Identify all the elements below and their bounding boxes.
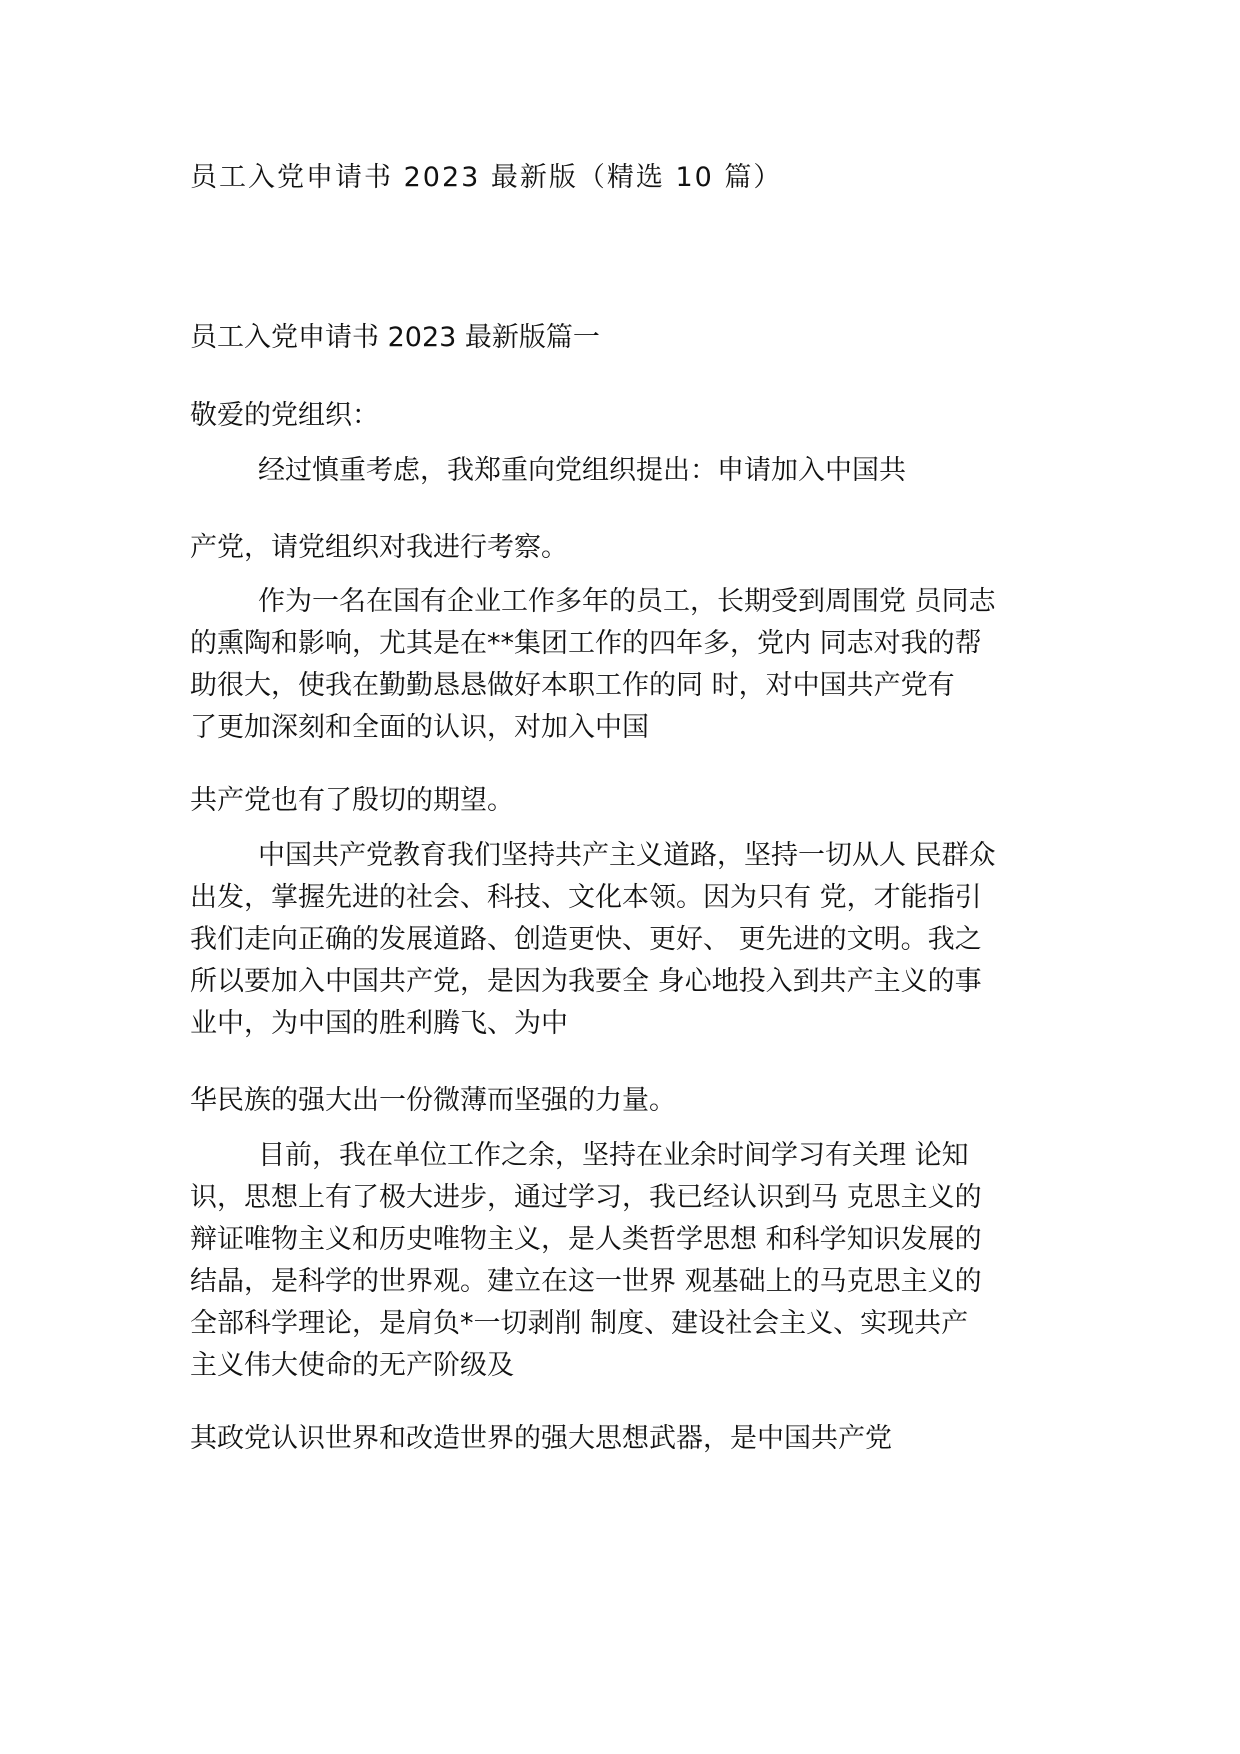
body-line: 结晶，是科学的世界观。建立在这一世界 观基础上的马克思主义的 — [190, 1266, 982, 1297]
body-line: 的熏陶和影响，尤其是在**集团工作的四年多，党内 同志对我的帮 — [190, 628, 982, 659]
body-line: 经过慎重考虑，我郑重向党组织提出：申请加入中国共 — [258, 455, 906, 486]
body-line: 全部科学理论，是肩负*一切剥削 制度、建设社会主义、实现共产 — [190, 1308, 969, 1339]
salutation: 敬爱的党组织： — [190, 400, 379, 431]
body-line: 华民族的强大出一份微薄而坚强的力量。 — [190, 1085, 676, 1116]
body-line: 主义伟大使命的无产阶级及 — [190, 1350, 514, 1381]
body-line: 我们走向正确的发展道路、创造更快、更好、 更先进的文明。我之 — [190, 924, 982, 955]
body-line: 共产党也有了殷切的期望。 — [190, 785, 514, 816]
body-line: 所以要加入中国共产党，是因为我要全 身心地投入到共产主义的事 — [190, 966, 982, 997]
body-line: 了更加深刻和全面的认识，对加入中国 — [190, 712, 649, 743]
body-line: 辩证唯物主义和历史唯物主义，是人类哲学思想 和科学知识发展的 — [190, 1224, 982, 1255]
section-heading: 员工入党申请书 2023 最新版篇一 — [190, 322, 600, 353]
body-line: 其政党认识世界和改造世界的强大思想武器，是中国共产党 — [190, 1423, 892, 1454]
body-line: 助很大，使我在勤勤恳恳做好本职工作的同 时，对中国共产党有 — [190, 670, 955, 701]
body-line: 产党，请党组织对我进行考察。 — [190, 532, 568, 563]
body-line: 作为一名在国有企业工作多年的员工，长期受到周围党 员同志 — [258, 586, 996, 617]
body-line: 识，思想上有了极大进步，通过学习，我已经认识到马 克思主义的 — [190, 1182, 982, 1213]
document-title: 员工入党申请书 2023 最新版（精选 10 篇） — [190, 162, 783, 193]
body-line: 中国共产党教育我们坚持共产主义道路，坚持一切从人 民群众 — [258, 840, 996, 871]
body-line: 业中，为中国的胜利腾飞、为中 — [190, 1008, 568, 1039]
body-line: 目前，我在单位工作之余，坚持在业余时间学习有关理 论知 — [258, 1140, 969, 1171]
body-line: 出发，掌握先进的社会、科技、文化本领。因为只有 党，才能指引 — [190, 882, 982, 913]
